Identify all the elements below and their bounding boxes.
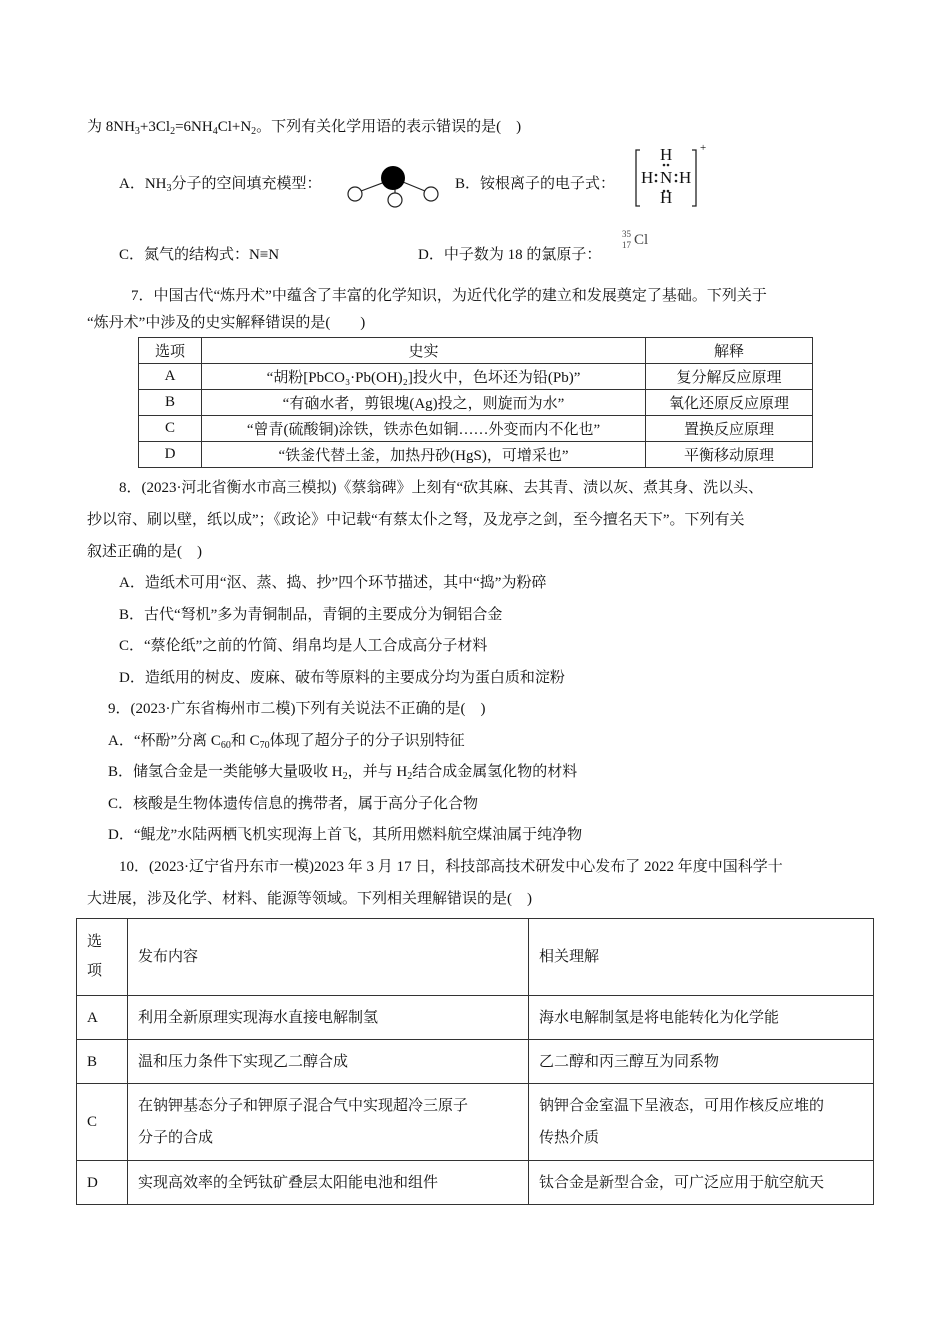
q9-opt-a-text: 和 C bbox=[230, 733, 260, 749]
table-cell: 温和压力条件下实现乙二醇合成 bbox=[128, 1040, 529, 1084]
table-cell: “有硇水者，剪银塊(Ag)投之，则旋而为水” bbox=[202, 390, 646, 416]
q7-stem-line1: 7．中国古代“炼丹术”中蕴含了丰富的化学知识，为近代化学的建立和发展奠定了基础。下列关于 bbox=[131, 288, 767, 304]
table-cell: 氧化还原反应原理 bbox=[646, 390, 813, 416]
table-cell bbox=[128, 1084, 529, 1161]
q8-stem-line3: 叙述正确的是( ) bbox=[87, 544, 202, 560]
chlorine-nuclide bbox=[622, 229, 662, 255]
cl-atomic-number: 17 bbox=[622, 240, 631, 250]
q9-opt-b-sub: 2 bbox=[342, 771, 348, 782]
cell-line: 在钠钾基态分子和钾原子混合气中实现超冷三原子 bbox=[138, 1098, 469, 1114]
q10-stem-line1: 10．(2023·辽宁省丹东市一模)2023 年 3 月 17 日，科技部高技术研发中心发布了 2022 年度中国科学十 bbox=[119, 859, 783, 875]
header-option-char1: 选 bbox=[87, 934, 103, 950]
q9-option-b bbox=[108, 762, 577, 782]
table-cell: 利用全新原理实现海水直接电解制氢 bbox=[128, 996, 529, 1040]
table-row bbox=[139, 442, 813, 468]
table-cell: 复分解反应原理 bbox=[646, 364, 813, 390]
q8-option-a: A．造纸术可用“沤、蒸、捣、抄”四个环节描述，其中“捣”为粉碎 bbox=[119, 575, 547, 591]
cell-line: 钠钾合金室温下呈液态，可用作核反应堆的 bbox=[539, 1098, 825, 1114]
table-header-cell: 史实 bbox=[202, 338, 646, 364]
q10-table bbox=[76, 918, 874, 1205]
q6-stem-sub: 4 bbox=[212, 126, 218, 137]
q9-stem: 9．(2023·广东省梅州市二模)下列有关说法不正确的是( ) bbox=[108, 701, 486, 717]
q6-stem-part: 为 8NH bbox=[87, 119, 135, 135]
q6-option-b: B．铵根离子的电子式： bbox=[455, 176, 616, 192]
ammonium-h-bottom: H bbox=[660, 188, 673, 207]
q6-stem-part: Cl+N bbox=[217, 119, 252, 135]
table-header-cell bbox=[77, 919, 128, 996]
table-header-cell: 相关理解 bbox=[529, 919, 874, 996]
q8-stem-line2: 抄以帘、刷以壁，纸以成”；《政论》中记载“有蔡太仆之弩，及龙亭之剑，至今擅名天下”。下列有关 bbox=[87, 512, 745, 528]
q6-stem bbox=[87, 117, 521, 137]
table-row bbox=[77, 1040, 874, 1084]
table-cell: 实现高效率的全钙钛矿叠层太阳能电池和组件 bbox=[128, 1161, 529, 1205]
q9-opt-b-text: 结合成金属氢化物的材料 bbox=[412, 764, 578, 780]
table-cell bbox=[529, 1084, 874, 1161]
header-option-char2: 项 bbox=[87, 963, 103, 979]
q6-opt-a-text: A．NH bbox=[119, 176, 167, 192]
table-row bbox=[77, 1161, 874, 1205]
table-cell: C bbox=[77, 1084, 128, 1161]
table-cell: D bbox=[139, 442, 202, 468]
q9-opt-b-sub: 2 bbox=[407, 771, 413, 782]
ammonium-h-top: H bbox=[660, 145, 673, 164]
cl-symbol: Cl bbox=[634, 232, 649, 248]
ammonium-electron-formula bbox=[634, 142, 712, 210]
table-cell: 海水电解制氢是将电能转化为化学能 bbox=[529, 996, 874, 1040]
q6-stem-part: 。下列有关化学用语的表示错误的是( ) bbox=[256, 119, 522, 135]
q7-table bbox=[138, 337, 813, 468]
table-cell: D bbox=[77, 1161, 128, 1205]
ammonium-n: N bbox=[660, 168, 673, 187]
q9-opt-b-text: ，并与 H bbox=[347, 764, 408, 780]
q9-option-d: D．“鲲龙”水陆两栖飞机实现海上首飞，其所用燃料航空煤油属于纯净物 bbox=[108, 827, 583, 843]
q8-option-c: C．“蔡伦纸”之前的竹简、绢帛均是人工合成高分子材料 bbox=[119, 638, 488, 654]
table-cell: B bbox=[77, 1040, 128, 1084]
table-header-row bbox=[77, 919, 874, 996]
q9-opt-b-text: B．储氢合金是一类能够大量吸收 H bbox=[108, 764, 343, 780]
q8-option-b: B．古代“弩机”多为青铜制品，青铜的主要成分为铜铝合金 bbox=[119, 607, 503, 623]
q7-stem-line2: “炼丹术”中涉及的史实解释错误的是( ) bbox=[87, 315, 366, 331]
table-cell: “胡粉[PbCO₃·Pb(OH)₂]投火中，色坏还为铅(Pb)” bbox=[202, 364, 646, 390]
table-cell: “曾青(硫酸铜)涂铁，铁赤色如铜……外变而内不化也” bbox=[202, 416, 646, 442]
q9-opt-a-text: 体现了超分子的分子识别特征 bbox=[269, 733, 465, 749]
q6-opt-a-sub: 3 bbox=[166, 183, 172, 194]
q9-opt-a-sub: 70 bbox=[259, 740, 270, 751]
q8-option-d: D．造纸用的树皮、废麻、破布等原料的主要成分均为蛋白质和淀粉 bbox=[119, 670, 565, 686]
ammonium-h-left: H bbox=[641, 168, 654, 187]
cell-line: 分子的合成 bbox=[138, 1130, 214, 1146]
table-cell: “铁釜代替土釜，加热丹砂(HgS)，可增采也” bbox=[202, 442, 646, 468]
nh3-space-filling-model-icon bbox=[345, 160, 440, 210]
table-row bbox=[77, 1084, 874, 1161]
table-cell: 乙二醇和丙三醇互为同系物 bbox=[529, 1040, 874, 1084]
cl-mass-number: 35 bbox=[622, 229, 631, 239]
table-header-cell: 发布内容 bbox=[128, 919, 529, 996]
q6-stem-part: =6NH bbox=[175, 119, 213, 135]
q9-opt-a-sub: 60 bbox=[220, 740, 231, 751]
q9-option-c: C．核酸是生物体遗传信息的携带者，属于高分子化合物 bbox=[108, 796, 479, 812]
ammonium-h-right: H bbox=[679, 168, 692, 187]
table-header-cell: 解释 bbox=[646, 338, 813, 364]
q9-option-a bbox=[108, 731, 465, 751]
q6-opt-a-text: 分子的空间填充模型： bbox=[171, 176, 322, 192]
q6-stem-sub: 2 bbox=[251, 126, 257, 137]
q9-opt-a-text: A．“杯酚”分离 C bbox=[108, 733, 221, 749]
table-cell: 钛合金是新型合金，可广泛应用于航空航天 bbox=[529, 1161, 874, 1205]
q6-stem-sub: 2 bbox=[170, 126, 176, 137]
table-row bbox=[139, 390, 813, 416]
table-cell: A bbox=[77, 996, 128, 1040]
q10-stem-line2: 大进展，涉及化学、材料、能源等领域。下列相关理解错误的是( ) bbox=[87, 891, 532, 907]
table-cell: B bbox=[139, 390, 202, 416]
q6-stem-sub: 3 bbox=[134, 126, 140, 137]
table-cell: A bbox=[139, 364, 202, 390]
ammonium-charge: + bbox=[700, 142, 707, 154]
q6-stem-part: +3Cl bbox=[139, 119, 171, 135]
q6-option-a bbox=[119, 174, 322, 194]
table-row bbox=[139, 416, 813, 442]
table-row bbox=[77, 996, 874, 1040]
table-cell: C bbox=[139, 416, 202, 442]
table-header-cell: 选项 bbox=[139, 338, 202, 364]
cell-line: 传热介质 bbox=[539, 1130, 600, 1146]
table-cell: 置换反应原理 bbox=[646, 416, 813, 442]
q8-stem-line1: 8．(2023·河北省衡水市高三模拟)《蔡翁碑》上刻有“砍其麻、去其青、渍以灰、煮其身、洗以头、 bbox=[119, 480, 764, 496]
q6-option-d: D．中子数为 18 的氯原子： bbox=[418, 247, 602, 263]
table-header-row bbox=[139, 338, 813, 364]
table-cell: 平衡移动原理 bbox=[646, 442, 813, 468]
q6-option-c: C．氮气的结构式：N≡N bbox=[119, 247, 280, 263]
table-row bbox=[139, 364, 813, 390]
